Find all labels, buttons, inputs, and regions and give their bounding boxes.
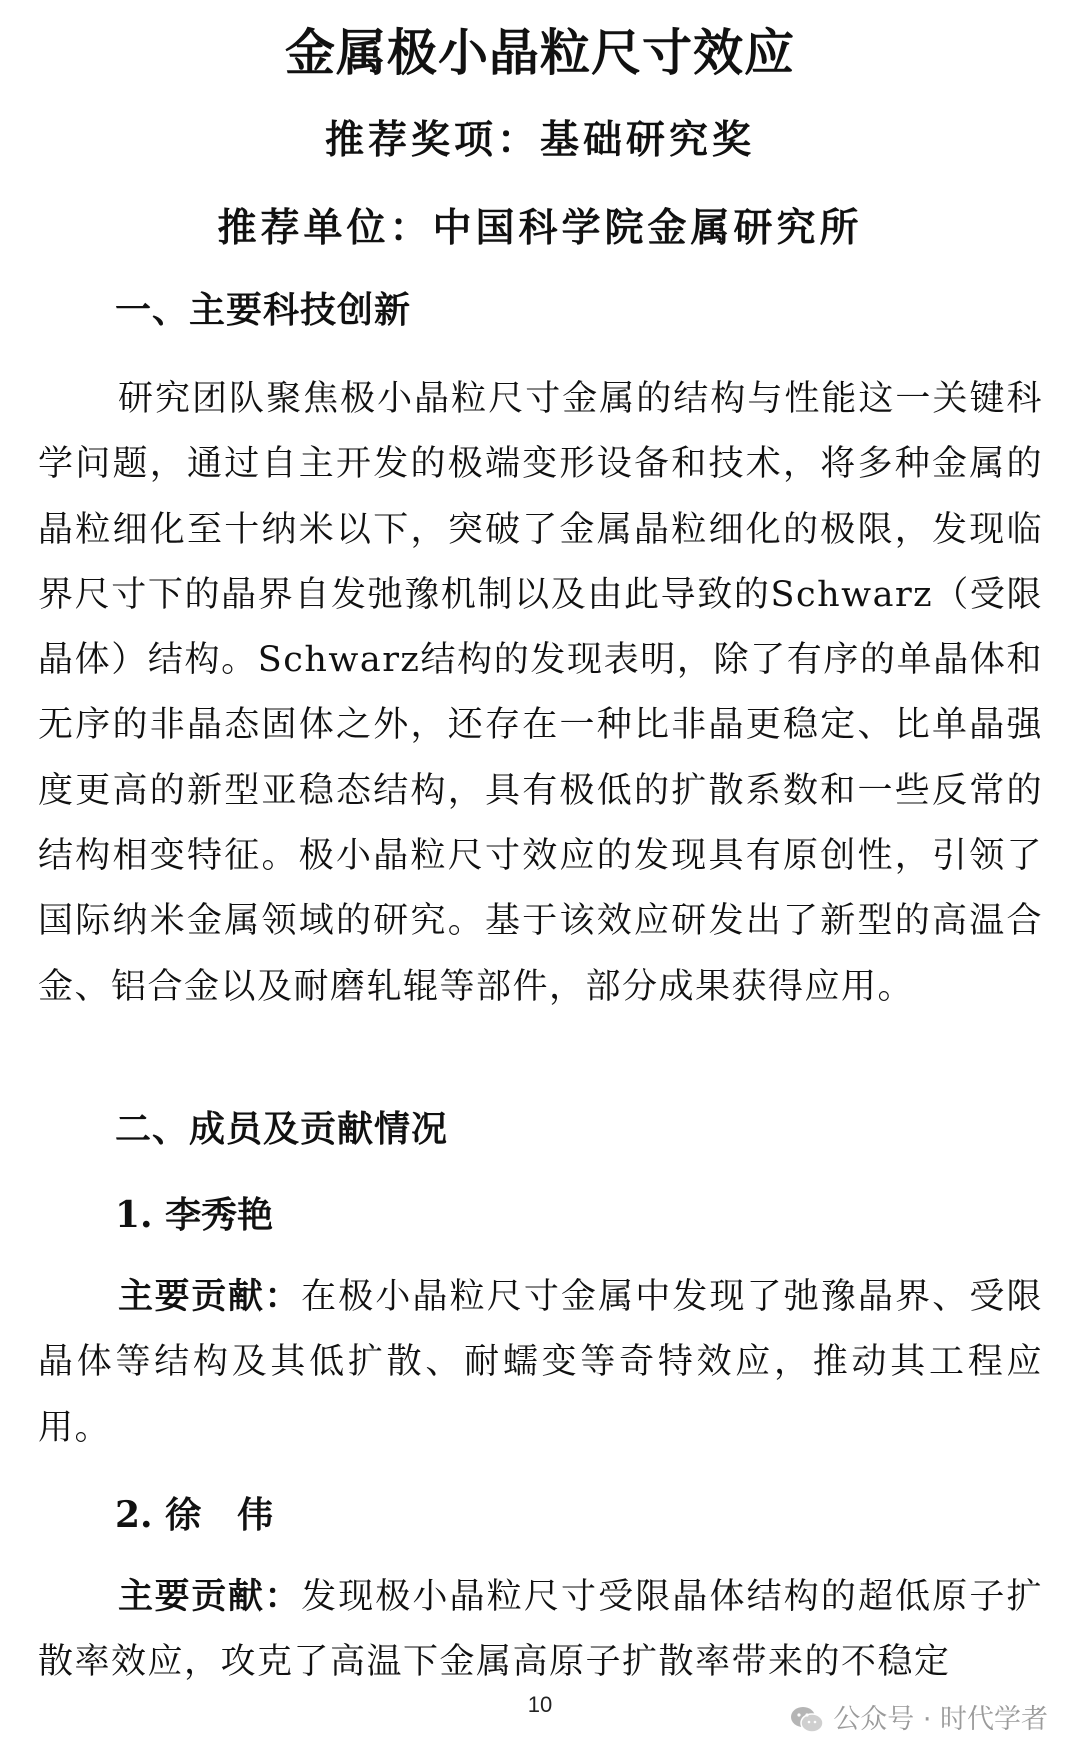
- wechat-icon: [789, 1705, 825, 1735]
- wechat-watermark: [785, 1702, 1052, 1738]
- contribution-label: 主要贡献：: [118, 1277, 302, 1317]
- section-heading-innovation: 一、主要科技创新: [115, 290, 412, 331]
- innovation-paragraph: 研究团队聚焦极小晶粒尺寸金属的结构与性能这一关键科学问题，通过自主开发的极端变形设备和技术，将多种金属的晶粒细化至十纳米以下，突破了金属晶粒细化的极限，发现临界尺寸下的晶界自发弛豫机制以及由此导致的Schwarz（受限晶体）结构。Schwarz结构的发现表明，除了有序的单晶体和无序的非晶态固体之外，还存在一种比非晶更稳定、比单晶强度更高的新型亚稳态结构，具有极低的扩散系数和一些反常的结构相变特征。极小晶粒尺寸效应的发现具有原创性，引领了国际纳米金属领域的研究。基于该效应研发出了新型的高温合金、铝合金以及耐磨轧辊等部件，部分成果获得应用。: [38, 379, 1043, 1007]
- member-contribution-1: [38, 1265, 1043, 1461]
- contribution-text: 发现极小晶粒尺寸受限晶体结构的超低原子扩散率效应，攻克了高温下金属高原子扩散率带来的不稳定: [38, 1577, 1043, 1683]
- document-title: 金属极小晶粒尺寸效应: [285, 24, 795, 82]
- page-number: 10: [527, 1692, 553, 1717]
- award-line: 推荐奖项：基础研究奖: [324, 117, 755, 163]
- member-heading-2: 2. 徐 伟: [115, 1494, 274, 1536]
- member-heading-1: 1. 李秀艳: [115, 1194, 274, 1236]
- recommending-unit-line: 推荐单位：中国科学院金属研究所: [217, 205, 863, 251]
- watermark-text: 公众号 · 时代学者: [833, 1704, 1048, 1735]
- section-heading-members: 二、成员及贡献情况: [115, 1109, 449, 1150]
- contribution-text: 在极小晶粒尺寸金属中发现了弛豫晶界、受限晶体等结构及其低扩散、耐蠕变等奇特效应，推动其工程应用。: [38, 1277, 1043, 1448]
- contribution-label: 主要贡献：: [118, 1577, 302, 1617]
